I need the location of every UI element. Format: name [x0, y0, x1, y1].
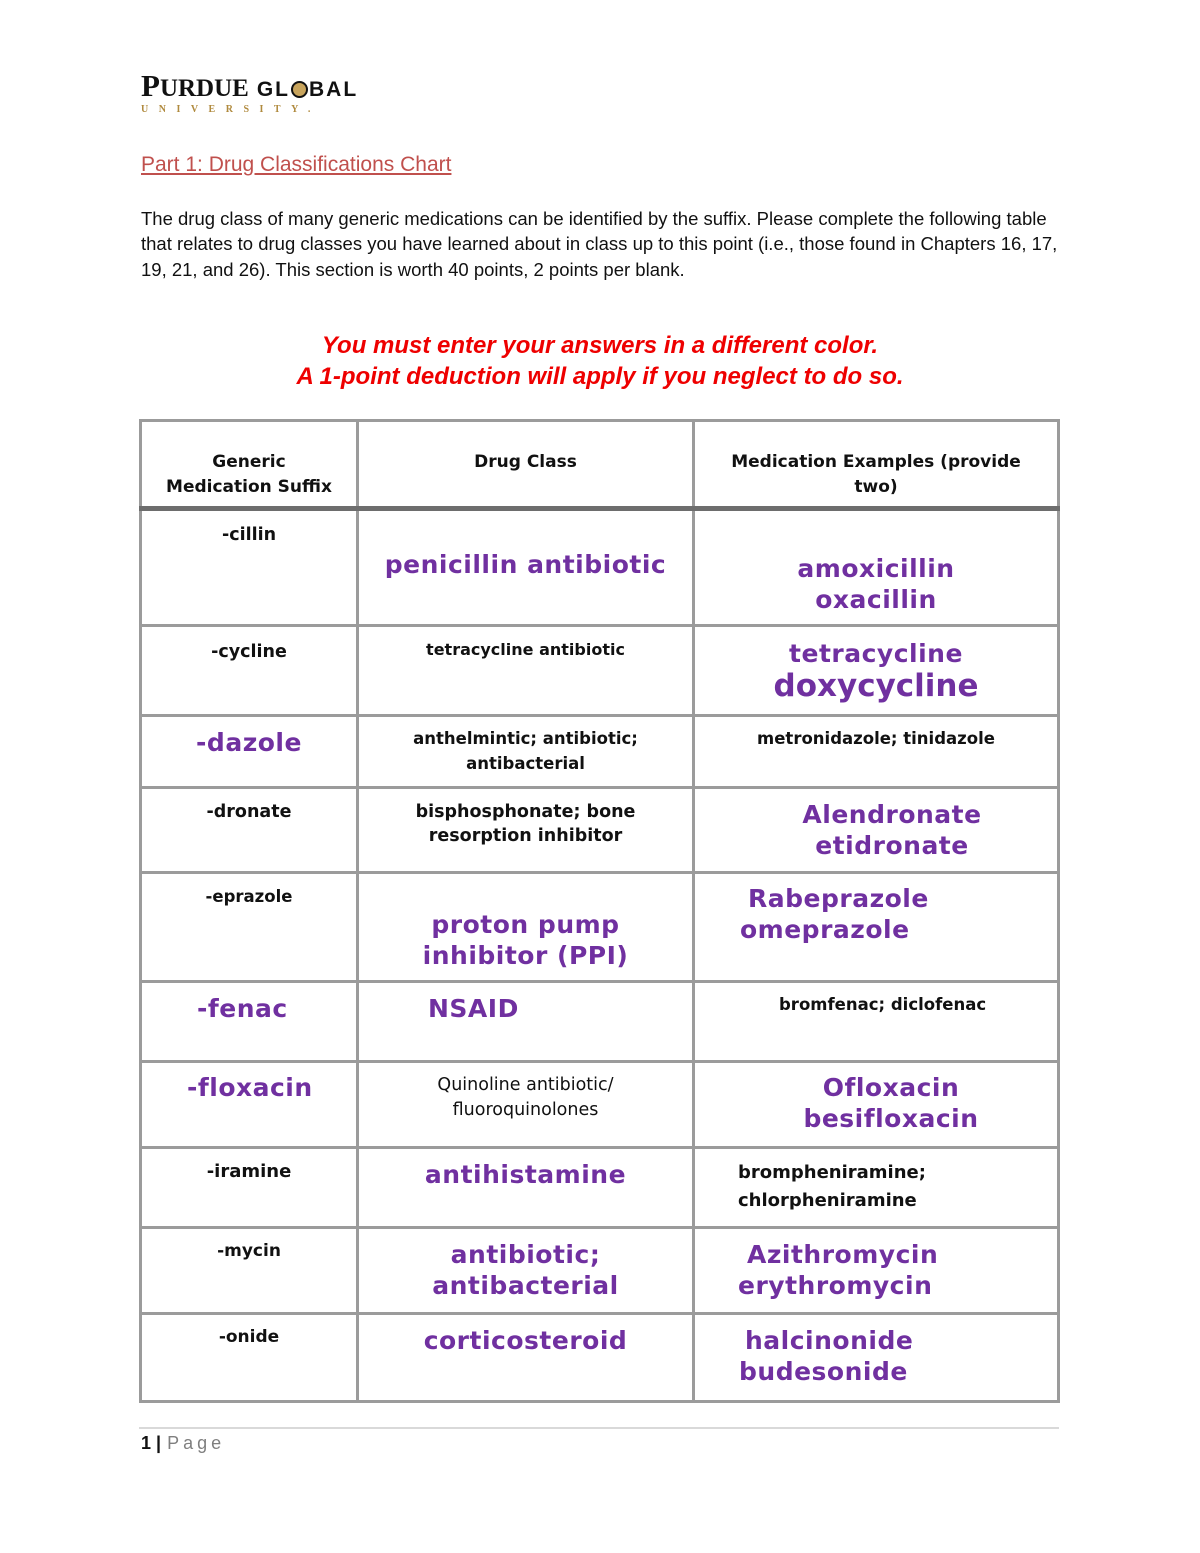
drug-class-line-1: bisphosphonate; bone — [415, 802, 636, 822]
examples-cell — [694, 1148, 1059, 1228]
header-drug-class: Drug Class — [358, 421, 694, 509]
suffix-text: -onide — [218, 1327, 280, 1347]
drug-class-cell — [358, 716, 694, 788]
table-row — [141, 788, 1059, 873]
header-examples: Medication Examples (provide two) — [694, 421, 1059, 509]
example-1: Azithromycin — [747, 1240, 939, 1269]
examples-text: bromfenac; diclofenac — [779, 995, 987, 1014]
example-2: besifloxacin — [803, 1104, 979, 1133]
logo-university: UNIVERSITY. — [141, 104, 321, 115]
example-1: Rabeprazole — [748, 884, 929, 913]
drug-class-line-1: antibiotic; — [450, 1240, 601, 1269]
warning-line-1: You must enter your answers in a different color. — [321, 332, 879, 359]
page-number: 1 — [141, 1433, 152, 1453]
drug-class-text: tetracycline antibiotic — [426, 640, 625, 659]
example-2: etidronate — [815, 831, 969, 860]
drug-class-text: corticosteroid — [423, 1326, 628, 1355]
suffix-text: -cillin — [221, 525, 277, 545]
drug-class-text: antihistamine — [424, 1160, 627, 1189]
suffix-text: -fenac — [197, 994, 288, 1023]
section-title: Part 1: Drug Classifications Chart — [141, 153, 452, 176]
examples-cell — [694, 982, 1059, 1062]
drug-class-cell — [358, 1228, 694, 1314]
example-2: omeprazole — [740, 915, 910, 944]
example-1: halcinonide — [745, 1326, 914, 1355]
drug-class-cell — [358, 626, 694, 716]
drug-class-cell — [358, 509, 694, 626]
example-2: oxacillin — [815, 585, 937, 614]
suffix-text: -floxacin — [187, 1073, 313, 1102]
suffix-cell — [141, 626, 358, 716]
drug-classifications-table — [139, 419, 1057, 1403]
suffix-text: -iramine — [206, 1161, 292, 1182]
suffix-cell — [141, 788, 358, 873]
drug-class-line-2: inhibitor (PPI) — [422, 941, 629, 970]
drug-class-line-2: fluoroquinolones — [452, 1100, 599, 1120]
examples-cell — [694, 716, 1059, 788]
table-row — [141, 626, 1059, 716]
logo-global-b: BAL — [309, 78, 359, 101]
suffix-cell — [141, 716, 358, 788]
examples-cell — [694, 1314, 1059, 1402]
intro-paragraph: The drug class of many generic medications can be identified by the suffix. Please complete the following table that relates to drug classes you have learned about in class up to this point (i.e., those found in Chapters 16, 17, 19, 21, and 26). This section is worth 40 points, 2 points per blank. — [141, 208, 1058, 280]
logo-global-a: GL — [256, 78, 291, 101]
example-1: brompheniramine; — [738, 1162, 926, 1183]
table-row — [141, 716, 1059, 788]
drug-class-text: NSAID — [428, 994, 519, 1023]
examples-text: metronidazole; tinidazole — [757, 729, 995, 748]
drug-class-line-1: Quinoline antibiotic/ — [437, 1075, 614, 1095]
drug-class-cell — [358, 788, 694, 873]
suffix-text: -mycin — [217, 1241, 281, 1261]
suffix-text: -dronate — [206, 802, 292, 822]
drug-class-cell — [358, 1062, 694, 1148]
table-row — [141, 1062, 1059, 1148]
examples-cell — [694, 509, 1059, 626]
suffix-cell — [141, 1062, 358, 1148]
example-1: tetracycline — [789, 639, 963, 668]
table-row — [141, 1314, 1059, 1402]
logo-wordmark — [141, 70, 358, 105]
footer-separator: | — [156, 1433, 162, 1453]
example-2: doxycycline — [773, 668, 979, 704]
suffix-cell — [141, 873, 358, 982]
drug-class-cell — [358, 1314, 694, 1402]
drug-class-line-1: proton pump — [431, 910, 620, 939]
suffix-text: -cycline — [211, 642, 287, 662]
table-row — [141, 982, 1059, 1062]
drug-class-line-2: resorption inhibitor — [428, 826, 623, 846]
suffix-text: -eprazole — [205, 887, 293, 906]
examples-cell — [694, 626, 1059, 716]
drug-class-cell — [358, 1148, 694, 1228]
example-1: amoxicillin — [797, 554, 955, 583]
example-2: budesonide — [739, 1357, 908, 1386]
purdue-global-logo — [141, 70, 358, 115]
suffix-cell — [141, 982, 358, 1062]
drug-class-line-1: anthelmintic; antibiotic; — [413, 729, 638, 748]
globe-icon — [291, 81, 308, 98]
drug-class-cell — [358, 982, 694, 1062]
suffix-cell — [141, 1148, 358, 1228]
examples-cell — [694, 1228, 1059, 1314]
logo-letter-p: P — [141, 68, 160, 103]
header-suffix: Generic Medication Suffix — [141, 421, 358, 509]
examples-cell — [694, 873, 1059, 982]
table-row — [141, 1148, 1059, 1228]
example-1: Alendronate — [802, 800, 982, 829]
page-footer — [141, 1433, 225, 1454]
suffix-cell — [141, 1314, 358, 1402]
example-2: erythromycin — [738, 1271, 933, 1300]
logo-word-global — [257, 78, 358, 101]
logo-word-urdue: URDUE — [159, 75, 249, 102]
drug-class-line-2: antibacterial — [432, 1271, 619, 1300]
example-1: Ofloxacin — [822, 1073, 960, 1102]
table-row — [141, 509, 1059, 626]
drug-class-text: penicillin antibiotic — [384, 550, 667, 579]
footer-divider — [139, 1427, 1059, 1429]
examples-cell — [694, 788, 1059, 873]
drug-class-line-2: antibacterial — [466, 754, 585, 773]
warning-line-2: A 1-point deduction will apply if you neglect to do so. — [296, 363, 904, 390]
page-label: Page — [167, 1433, 226, 1453]
table-row — [141, 873, 1059, 982]
example-2: chlorpheniramine — [738, 1190, 917, 1211]
examples-cell — [694, 1062, 1059, 1148]
drug-class-cell — [358, 873, 694, 982]
table-header-row — [141, 421, 1059, 509]
suffix-cell — [141, 509, 358, 626]
suffix-cell — [141, 1228, 358, 1314]
table-row — [141, 1228, 1059, 1314]
suffix-text: -dazole — [196, 728, 302, 757]
